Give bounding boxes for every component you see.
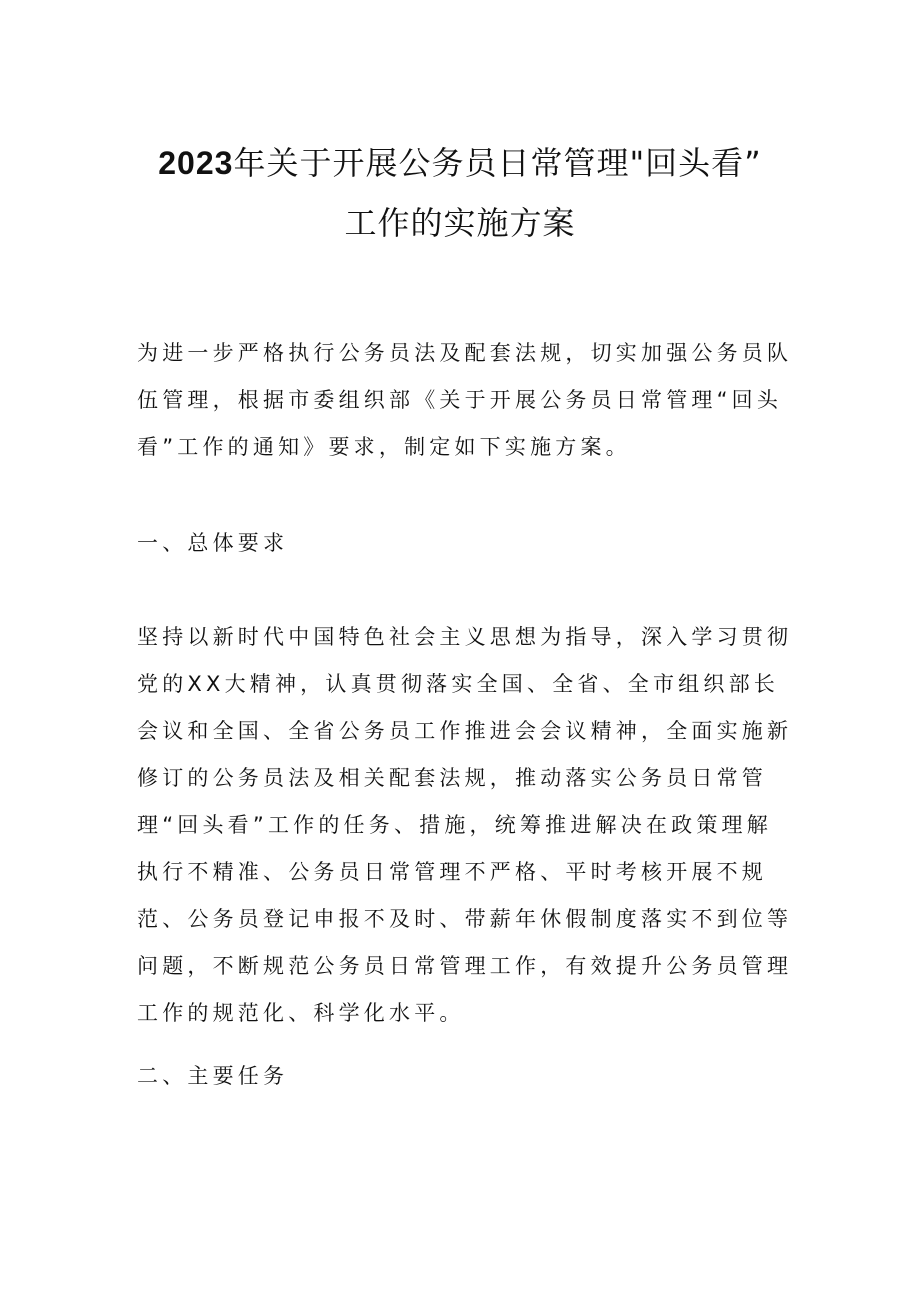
document-title-line-1 bbox=[0, 143, 920, 183]
section-1-heading: 一、总体要求 bbox=[137, 531, 289, 555]
section-2-heading: 二、主要任务 bbox=[137, 1064, 289, 1088]
intro-paragraph: 为进一步严格执行公务员法及配套法规，切实加强公务员队伍管理，根据市委组织部《关于开展公务员日常管理“回头看”工作的通知》要求，制定如下实施方案。 bbox=[137, 341, 793, 459]
title-line-1-text: 年关于开展公务员日常管理"回头看” bbox=[233, 144, 762, 182]
title-year: 2023 bbox=[158, 145, 234, 181]
section-1-body: 坚持以新时代中国特色社会主义思想为指导，深入学习贯彻党的XX大精神，认真贯彻落实全国、全省、全市组织部长会议和全国、全省公务员工作推进会会议精神，全面实施新修订的公务员法及相关配套法规，推动落实公务员日常管理“回头看”工作的任务、措施，统筹推进解决在政策理解执行不精准、公务员日常管理不严格、平时考核开展不规范、公务员登记申报不及时、带薪年休假制度落实不到位等问题，不断规范公务员日常管理工作，有效提升公务员管理工作的规范化、科学化水平。 bbox=[137, 625, 793, 1025]
document-title-line-2: 工作的实施方案 bbox=[344, 204, 576, 242]
